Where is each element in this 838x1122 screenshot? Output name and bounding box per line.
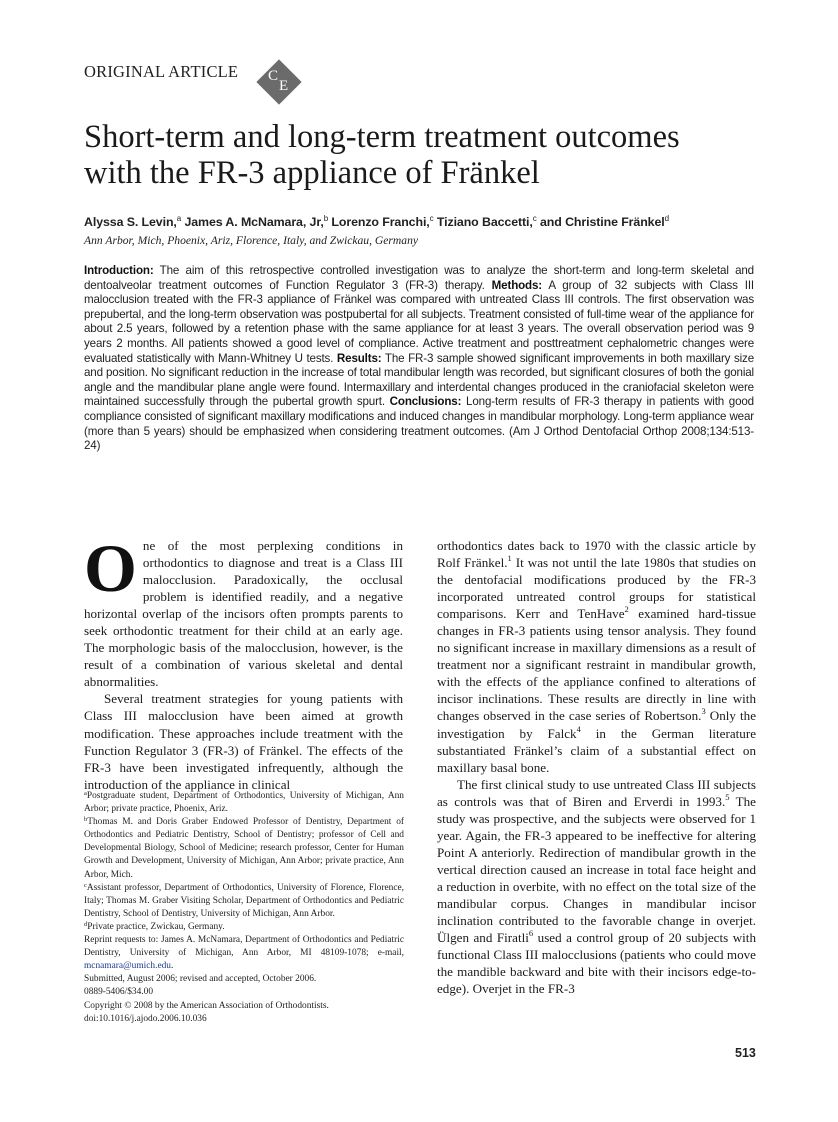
footnote-d — [84, 921, 404, 934]
author-name: Alyssa S. Levin, — [84, 215, 177, 229]
title-line-2: with the FR-3 appliance of Fränkel — [84, 155, 540, 191]
paragraph-text: The study was prospective, and the subjects were observed for 1 year. Again, the FR-3 appeared to be ineffective for altering Point A anteriorly. Redirection of mandibular growth in the vertical direction caused an increase in total face height and a reduction in overbite, with no effect on the total size of the mandibular corpus. Changes in mandibular incisor inclination contributed to the favorable change in overjet. Ülgen and Firatli — [437, 793, 756, 946]
paragraph-text: in the German literature substantiated Fränkel’s claim of a substantial effect on maxillary basal bone. — [437, 725, 757, 775]
footnote-marker: c — [84, 881, 87, 889]
footnote-text: Assistant professor, Department of Orthodontics, University of Florence, Florence, Italy; Thomas M. Graber Visiting Scholar, Department of Orthodontics and Pediatric Dentistry, School of Dentistry, University of Michigan, Ann Arbor. — [84, 882, 404, 919]
paragraph-text: used a control group of 20 subjects with functional Class III malocclusions (patients who could move the mandible backward and bite with their incisors edge-to-edge). Overjet in the FR-3 — [437, 930, 756, 997]
section-label: ORIGINAL ARTICLE — [84, 62, 239, 81]
paragraph-text: It was not until the late 1980s that studies on the dentofacial modifications produced by the FR-3 incorporated untreated control groups for statistical comparisons. Kerr and TenHave — [437, 555, 756, 622]
author-affiliation-marker: a — [176, 214, 182, 223]
abstract — [84, 264, 754, 454]
author-locations: Ann Arbor, Mich, Phoenix, Ariz, Florence, Italy, and Zwickau, Germany — [84, 234, 419, 247]
footnote-text: Private practice, Zwickau, Germany. — [87, 921, 225, 932]
author-list — [84, 215, 669, 229]
author-affiliation-marker: c — [429, 214, 434, 223]
title-line-1: Short-term and long-term treatment outcomes — [84, 119, 680, 155]
body-column-left — [84, 530, 403, 793]
author-name: Lorenzo Franchi, — [331, 215, 430, 229]
abstract-intro-label: Introduction: — [84, 264, 154, 277]
footnotes — [84, 790, 404, 1026]
paragraph-text: orthodontics dates back to 1970 with the classic article by Rolf Fränkel. — [437, 538, 756, 571]
paragraph-text: The first clinical study to use untreated Class III subjects as controls was that of Biren and Erverdi in 1993. — [437, 776, 756, 809]
doi: doi:10.1016/j.ajodo.2006.10.036 — [84, 1013, 207, 1024]
issn-price: 0889-5406/$34.00 — [84, 987, 154, 998]
footnote-a — [84, 790, 404, 816]
submission-dates: Submitted, August 2006; revised and accepted, October 2006. — [84, 974, 317, 985]
badge-letter-e: E — [279, 78, 289, 94]
abstract-conclusions-text: Long-term results of FR-3 therapy in patients with good compliance consisted of significant maxillary modifications and induced changes in mandibular morphology. Long-term appliance wear (more than 5 years) should be emphasized when considering treatment outcomes. (Am J Orthod Dentofacial Orthop 2008;134:513-24) — [84, 395, 754, 453]
paragraph-text: examined hard-tissue changes in FR-3 patients using tensor analysis. They found no significant increase in maxillary dimensions as a result of treatment nor a significant restraint in mandibular growth, with the effects of the appliance confined to alterations of incisor inclinations. These results are directly in line with changes observed in the case series of Robertson. — [437, 606, 756, 724]
abstract-methods-text: A group of 32 subjects with Class III malocclusion treated with the FR-3 appliance of Fränkel was compared with untreated Class III controls. The first observation was prepubertal, and the long-term observation was postpubertal for all subjects. Treatment consisted of full-time wear of the appliance for about 2.5 years, followed by a retention phase with the same appliance for at least 3 years. The overall observation period was 9 years 2 months. All patients showed a good level of compliance. Active treatment and posttreatment cephalometric changes were evaluated statistically with Mann-Whitney U tests. — [84, 278, 755, 365]
footnote-text: Thomas M. and Doris Graber Endowed Professor of Dentistry, Department of Orthodontics and Pediatric Dentistry, School of Dentistry; professor of Cell and Developmental Biology, School of Medicine; research professor, Center for Human Growth and Development, University of Michigan, Ann Arbor; private practice, Ann Arbor, Mich. — [84, 817, 404, 880]
copyright-notice: Copyright © 2008 by the American Association of Orthodontists. — [84, 1000, 329, 1011]
abstract-intro-text: The aim of this retrospective controlled investigation was to analyze the short-term and long-term skeletal and dentoalveolar treatment outcomes of Function Regulator 3 (FR-3) therapy. — [84, 264, 754, 292]
author-affiliation-marker: c — [532, 214, 537, 223]
footnote-c — [84, 882, 404, 921]
paragraph-text: ne of the most perplexing conditions in orthodontics to diagnose and treat is a Class III malocclusion. Paradoxically, the occlusal problem is identified readily, and a negative horizontal overlap of the incisors often prompts parents to seek orthodontic treatment for their child at an early age. The morphologic basis of the malocclusion, however, is the result of a combination of various skeletal and dental abnormalities. — [84, 538, 403, 690]
article-title — [84, 119, 764, 191]
reprint-suffix: . — [170, 961, 174, 972]
author-affiliation-marker: b — [323, 214, 329, 223]
abstract-results-text: The FR-3 sample showed significant improvements in both maxillary size and position. No significant reduction in the increase of total mandibular length was recorded, but significant closures of both the gonial angle and the mandibular plane angle were found. Intermaxillary and interdental changes produced in the craniofacial skeleton were maintained successfully through the pubertal growth spurt. — [84, 351, 754, 409]
footnote-b — [84, 816, 404, 881]
body-paragraph — [437, 537, 756, 776]
abstract-conclusions-label: Conclusions: — [389, 395, 462, 409]
citation-ref[interactable]: 4 — [576, 723, 581, 734]
abstract-methods-label: Methods: — [491, 278, 542, 292]
citation-ref[interactable]: 2 — [624, 604, 629, 615]
citation-ref[interactable]: 3 — [701, 706, 706, 717]
citation-ref[interactable]: 6 — [528, 928, 534, 939]
page-number: 513 — [735, 1046, 756, 1060]
email-link[interactable]: mcnamara@umich.edu — [84, 961, 171, 972]
author-name: James A. McNamara, Jr, — [184, 215, 324, 229]
author-name: Tiziano Baccetti, — [436, 215, 533, 229]
abstract-results-label: Results: — [336, 351, 382, 365]
footnote-marker: d — [84, 920, 88, 928]
badge-letter-c: C — [268, 68, 279, 84]
citation-ref[interactable]: 5 — [725, 791, 730, 802]
body-paragraph — [437, 776, 756, 998]
author-name: and Christine Fränkel — [540, 215, 665, 229]
drop-cap: O — [84, 530, 137, 606]
author-affiliation-marker: d — [664, 214, 669, 223]
reprint-text: Reprint requests to: James A. McNamara, Department of Orthodontics and Pediatric Dentistry, University of Michigan, Ann Arbor, MI 48109-1078; e-mail, — [84, 935, 404, 959]
paragraph-text: Only the investigation by Falck — [437, 708, 757, 741]
body-paragraph: Several treatment strategies for young patients with Class III malocclusion have been aimed at growth modification. These approaches include treatment with the Function Regulator 3 (FR-3) of Fränkel. The effects of the FR-3 have been investigated infrequently, although the introduction of the appliance in clinical — [84, 691, 403, 792]
continuing-education-badge-icon — [255, 58, 303, 106]
reprint-requests — [84, 934, 404, 973]
footnote-marker: a — [84, 790, 87, 797]
footnote-marker: b — [84, 816, 88, 824]
body-paragraph — [84, 530, 403, 690]
body-column-right — [437, 537, 756, 997]
citation-ref[interactable]: 1 — [507, 553, 512, 564]
footnote-text: Postgraduate student, Department of Orthodontics, University of Michigan, Ann Arbor; private practice, Phoenix, Ariz. — [84, 791, 404, 815]
